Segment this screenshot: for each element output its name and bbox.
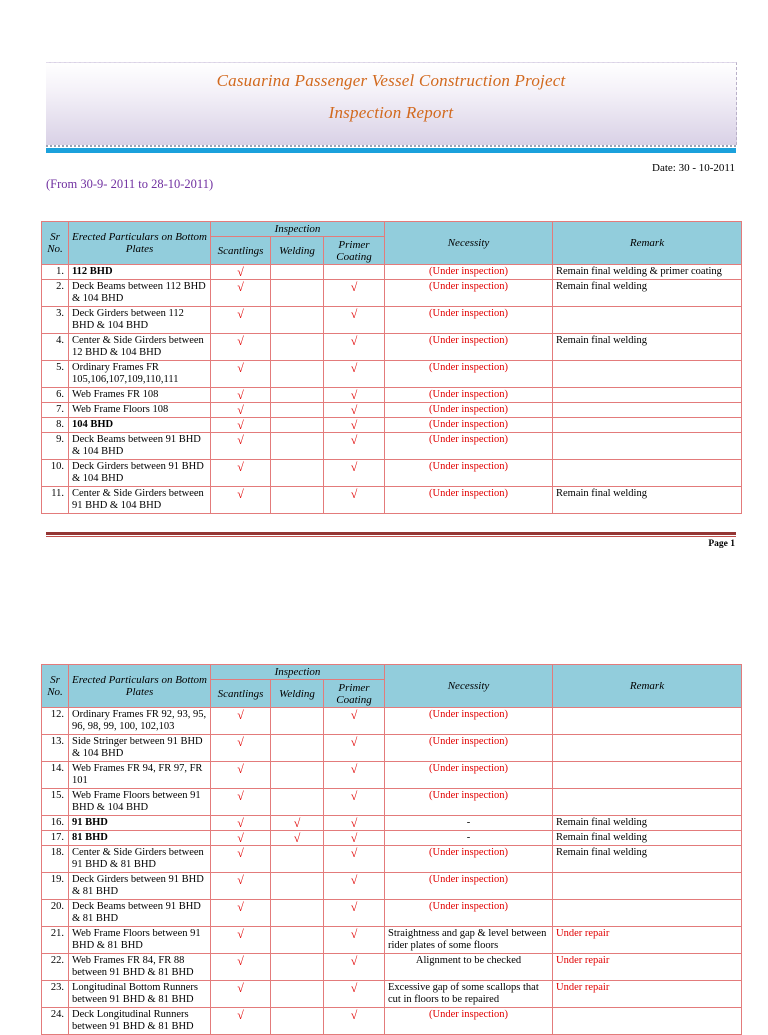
sr-header: Sr No.: [42, 222, 69, 265]
particular-cell: Center & Side Girders between 91 BHD & 104 BHD: [69, 487, 211, 514]
welding-check: [271, 487, 324, 514]
table-row: [42, 460, 742, 487]
primer-check: √: [324, 708, 385, 735]
particular-cell: Deck Longitudinal Runners between 91 BHD & 81 BHD: [69, 1008, 211, 1035]
table-row: [42, 487, 742, 514]
remark-cell: [553, 361, 742, 388]
remark-cell: Remain final welding: [553, 846, 742, 873]
sr-cell: 1.: [42, 265, 69, 280]
table-row: [42, 831, 742, 846]
primer-check: √: [324, 280, 385, 307]
table-row: [42, 307, 742, 334]
primer-header: Primer Coating: [324, 237, 385, 265]
scantlings-check: √: [211, 873, 271, 900]
primer-check: √: [324, 1008, 385, 1035]
primer-check: √: [324, 418, 385, 433]
remark-cell: Remain final welding: [553, 334, 742, 361]
welding-check: [271, 265, 324, 280]
inspection-table-page2: [41, 664, 742, 1035]
table-row: [42, 735, 742, 762]
necessity-cell: (Under inspection): [385, 418, 553, 433]
sr-cell: 16.: [42, 816, 69, 831]
scantlings-check: √: [211, 388, 271, 403]
particular-cell: Deck Beams between 91 BHD & 104 BHD: [69, 433, 211, 460]
primer-check: √: [324, 735, 385, 762]
welding-check: [271, 846, 324, 873]
necessity-cell: (Under inspection): [385, 265, 553, 280]
necessity-cell: (Under inspection): [385, 789, 553, 816]
sr-header: Sr No.: [42, 665, 69, 708]
table-row: [42, 708, 742, 735]
welding-check: [271, 1008, 324, 1035]
table-row: [42, 280, 742, 307]
table-row: [42, 954, 742, 981]
primer-check: √: [324, 981, 385, 1008]
remark-cell: Remain final welding: [553, 487, 742, 514]
sr-cell: 6.: [42, 388, 69, 403]
sr-cell: 14.: [42, 762, 69, 789]
necessity-cell: (Under inspection): [385, 846, 553, 873]
report-period: (From 30-9- 2011 to 28-10-2011): [46, 177, 214, 191]
inspection-table-page1: [41, 221, 742, 514]
primer-check: √: [324, 403, 385, 418]
scantlings-check: √: [211, 708, 271, 735]
remark-cell: Remain final welding & primer coating: [553, 265, 742, 280]
necessity-cell: (Under inspection): [385, 403, 553, 418]
remark-cell: [553, 735, 742, 762]
necessity-cell: Excessive gap of some scallops that cut in floors to be repaired: [385, 981, 553, 1008]
remark-cell: [553, 762, 742, 789]
scantlings-check: √: [211, 735, 271, 762]
sr-cell: 24.: [42, 1008, 69, 1035]
page-number: Page 1: [708, 539, 735, 549]
sr-cell: 18.: [42, 846, 69, 873]
necessity-cell: (Under inspection): [385, 735, 553, 762]
welding-check: [271, 307, 324, 334]
remark-cell: Under repair: [553, 954, 742, 981]
remark-cell: [553, 418, 742, 433]
particular-cell: Deck Girders between 112 BHD & 104 BHD: [69, 307, 211, 334]
remark-cell: [553, 873, 742, 900]
particular-cell: Deck Beams between 91 BHD & 81 BHD: [69, 900, 211, 927]
remark-cell: Remain final welding: [553, 831, 742, 846]
sr-cell: 10.: [42, 460, 69, 487]
banner-dotted-rule: [46, 145, 736, 147]
particular-cell: Web Frames FR 108: [69, 388, 211, 403]
particular-cell: Web Frames FR 94, FR 97, FR 101: [69, 762, 211, 789]
table-row: [42, 334, 742, 361]
welding-check: √: [271, 816, 324, 831]
particular-cell: Deck Girders between 91 BHD & 104 BHD: [69, 460, 211, 487]
scantlings-check: √: [211, 762, 271, 789]
scantlings-check: √: [211, 954, 271, 981]
necessity-cell: (Under inspection): [385, 1008, 553, 1035]
sr-cell: 4.: [42, 334, 69, 361]
scantlings-check: √: [211, 1008, 271, 1035]
sr-cell: 22.: [42, 954, 69, 981]
welding-check: [271, 334, 324, 361]
remark-cell: [553, 388, 742, 403]
primer-check: √: [324, 361, 385, 388]
necessity-cell: (Under inspection): [385, 460, 553, 487]
table-row: [42, 927, 742, 954]
remark-cell: [553, 708, 742, 735]
primer-check: √: [324, 460, 385, 487]
necessity-cell: (Under inspection): [385, 762, 553, 789]
table-row: [42, 762, 742, 789]
primer-check: √: [324, 433, 385, 460]
necessity-cell: (Under inspection): [385, 307, 553, 334]
necessity-header: Necessity: [385, 222, 553, 265]
report-date: Date: 30 - 10-2011: [652, 162, 735, 174]
scantlings-check: √: [211, 900, 271, 927]
report-banner: [46, 62, 737, 145]
necessity-cell: -: [385, 831, 553, 846]
necessity-cell: (Under inspection): [385, 708, 553, 735]
table-row: [42, 418, 742, 433]
scantlings-check: √: [211, 307, 271, 334]
sr-cell: 20.: [42, 900, 69, 927]
necessity-cell: (Under inspection): [385, 361, 553, 388]
report-title: Inspection Report: [328, 103, 454, 122]
scantlings-check: √: [211, 433, 271, 460]
remark-cell: [553, 307, 742, 334]
particular-cell: 112 BHD: [69, 265, 211, 280]
welding-check: [271, 873, 324, 900]
scantlings-check: √: [211, 265, 271, 280]
primer-check: √: [324, 487, 385, 514]
remark-header: Remark: [553, 222, 742, 265]
remark-cell: [553, 900, 742, 927]
particular-cell: Web Frame Floors between 91 BHD & 81 BHD: [69, 927, 211, 954]
welding-check: [271, 433, 324, 460]
page-divider-thin: [46, 536, 736, 537]
welding-check: √: [271, 831, 324, 846]
primer-check: √: [324, 873, 385, 900]
scantlings-check: √: [211, 789, 271, 816]
scantlings-check: √: [211, 361, 271, 388]
necessity-cell: (Under inspection): [385, 873, 553, 900]
necessity-cell: Straightness and gap & level between rider plates of some floors: [385, 927, 553, 954]
sr-cell: 13.: [42, 735, 69, 762]
scantlings-check: √: [211, 403, 271, 418]
table-row: [42, 846, 742, 873]
particular-cell: Side Stringer between 91 BHD & 104 BHD: [69, 735, 211, 762]
particular-cell: Center & Side Girders between 91 BHD & 81 BHD: [69, 846, 211, 873]
scantlings-check: √: [211, 334, 271, 361]
table-row: [42, 789, 742, 816]
primer-check: √: [324, 334, 385, 361]
welding-check: [271, 981, 324, 1008]
scantlings-check: √: [211, 981, 271, 1008]
project-title: Casuarina Passenger Vessel Construction Project: [216, 71, 566, 90]
scantlings-check: √: [211, 487, 271, 514]
scantlings-check: √: [211, 460, 271, 487]
remark-cell: Under repair: [553, 981, 742, 1008]
table-row: [42, 265, 742, 280]
sr-cell: 2.: [42, 280, 69, 307]
particular-cell: Longitudinal Bottom Runners between 91 BHD & 81 BHD: [69, 981, 211, 1008]
scantlings-check: √: [211, 280, 271, 307]
table-row: [42, 403, 742, 418]
sr-cell: 23.: [42, 981, 69, 1008]
primer-check: √: [324, 954, 385, 981]
welding-check: [271, 954, 324, 981]
table-row: [42, 816, 742, 831]
welding-header: Welding: [271, 680, 324, 708]
welding-check: [271, 460, 324, 487]
remark-cell: Remain final welding: [553, 816, 742, 831]
sr-cell: 8.: [42, 418, 69, 433]
primer-check: √: [324, 789, 385, 816]
primer-check: √: [324, 900, 385, 927]
particular-cell: Web Frames FR 84, FR 88 between 91 BHD & 81 BHD: [69, 954, 211, 981]
remark-cell: [553, 1008, 742, 1035]
particular-cell: 104 BHD: [69, 418, 211, 433]
necessity-cell: (Under inspection): [385, 487, 553, 514]
sr-cell: 17.: [42, 831, 69, 846]
welding-check: [271, 789, 324, 816]
scantlings-check: √: [211, 418, 271, 433]
inspection-header: Inspection: [211, 222, 385, 237]
necessity-cell: (Under inspection): [385, 388, 553, 403]
remark-header: Remark: [553, 665, 742, 708]
necessity-cell: -: [385, 816, 553, 831]
sr-cell: 21.: [42, 927, 69, 954]
primer-check: √: [324, 816, 385, 831]
particular-cell: Deck Beams between 112 BHD & 104 BHD: [69, 280, 211, 307]
welding-check: [271, 900, 324, 927]
remark-cell: [553, 433, 742, 460]
table-row: [42, 981, 742, 1008]
scantlings-header: Scantlings: [211, 680, 271, 708]
scantlings-check: √: [211, 831, 271, 846]
particular-cell: Center & Side Girders between 12 BHD & 104 BHD: [69, 334, 211, 361]
remark-cell: Remain final welding: [553, 280, 742, 307]
welding-check: [271, 361, 324, 388]
table-row: [42, 433, 742, 460]
welding-check: [271, 418, 324, 433]
sr-cell: 7.: [42, 403, 69, 418]
welding-check: [271, 403, 324, 418]
welding-check: [271, 735, 324, 762]
scantlings-check: √: [211, 846, 271, 873]
particular-cell: Ordinary Frames FR 105,106,107,109,110,111: [69, 361, 211, 388]
sr-cell: 9.: [42, 433, 69, 460]
primer-check: [324, 265, 385, 280]
particular-cell: 91 BHD: [69, 816, 211, 831]
necessity-cell: (Under inspection): [385, 334, 553, 361]
sr-cell: 5.: [42, 361, 69, 388]
primer-check: √: [324, 846, 385, 873]
table-row: [42, 388, 742, 403]
table-row: [42, 361, 742, 388]
necessity-cell: (Under inspection): [385, 433, 553, 460]
sr-cell: 11.: [42, 487, 69, 514]
sr-cell: 12.: [42, 708, 69, 735]
remark-cell: [553, 403, 742, 418]
welding-check: [271, 762, 324, 789]
primer-check: √: [324, 388, 385, 403]
particular-cell: Ordinary Frames FR 92, 93, 95, 96, 98, 99, 100, 102,103: [69, 708, 211, 735]
remark-cell: [553, 460, 742, 487]
remark-cell: Under repair: [553, 927, 742, 954]
welding-check: [271, 388, 324, 403]
welding-header: Welding: [271, 237, 324, 265]
welding-check: [271, 280, 324, 307]
sr-cell: 15.: [42, 789, 69, 816]
page-divider: [46, 532, 736, 535]
sr-cell: 19.: [42, 873, 69, 900]
particular-cell: Web Frame Floors 108: [69, 403, 211, 418]
particular-cell: Web Frame Floors between 91 BHD & 104 BHD: [69, 789, 211, 816]
inspection-header: Inspection: [211, 665, 385, 680]
particular-cell: Deck Girders between 91 BHD & 81 BHD: [69, 873, 211, 900]
welding-check: [271, 708, 324, 735]
sr-cell: 3.: [42, 307, 69, 334]
necessity-cell: (Under inspection): [385, 280, 553, 307]
primer-check: √: [324, 762, 385, 789]
necessity-cell: Alignment to be checked: [385, 954, 553, 981]
remark-cell: [553, 789, 742, 816]
necessity-header: Necessity: [385, 665, 553, 708]
necessity-cell: (Under inspection): [385, 900, 553, 927]
banner-blue-rule: [46, 148, 736, 153]
scantlings-header: Scantlings: [211, 237, 271, 265]
primer-check: √: [324, 927, 385, 954]
particulars-header: Erected Particulars on Bottom Plates: [69, 222, 211, 265]
scantlings-check: √: [211, 816, 271, 831]
table-row: [42, 873, 742, 900]
table-row: [42, 900, 742, 927]
particular-cell: 81 BHD: [69, 831, 211, 846]
scantlings-check: √: [211, 927, 271, 954]
particulars-header: Erected Particulars on Bottom Plates: [69, 665, 211, 708]
table-row: [42, 1008, 742, 1035]
primer-check: √: [324, 307, 385, 334]
welding-check: [271, 927, 324, 954]
primer-check: √: [324, 831, 385, 846]
primer-header: Primer Coating: [324, 680, 385, 708]
